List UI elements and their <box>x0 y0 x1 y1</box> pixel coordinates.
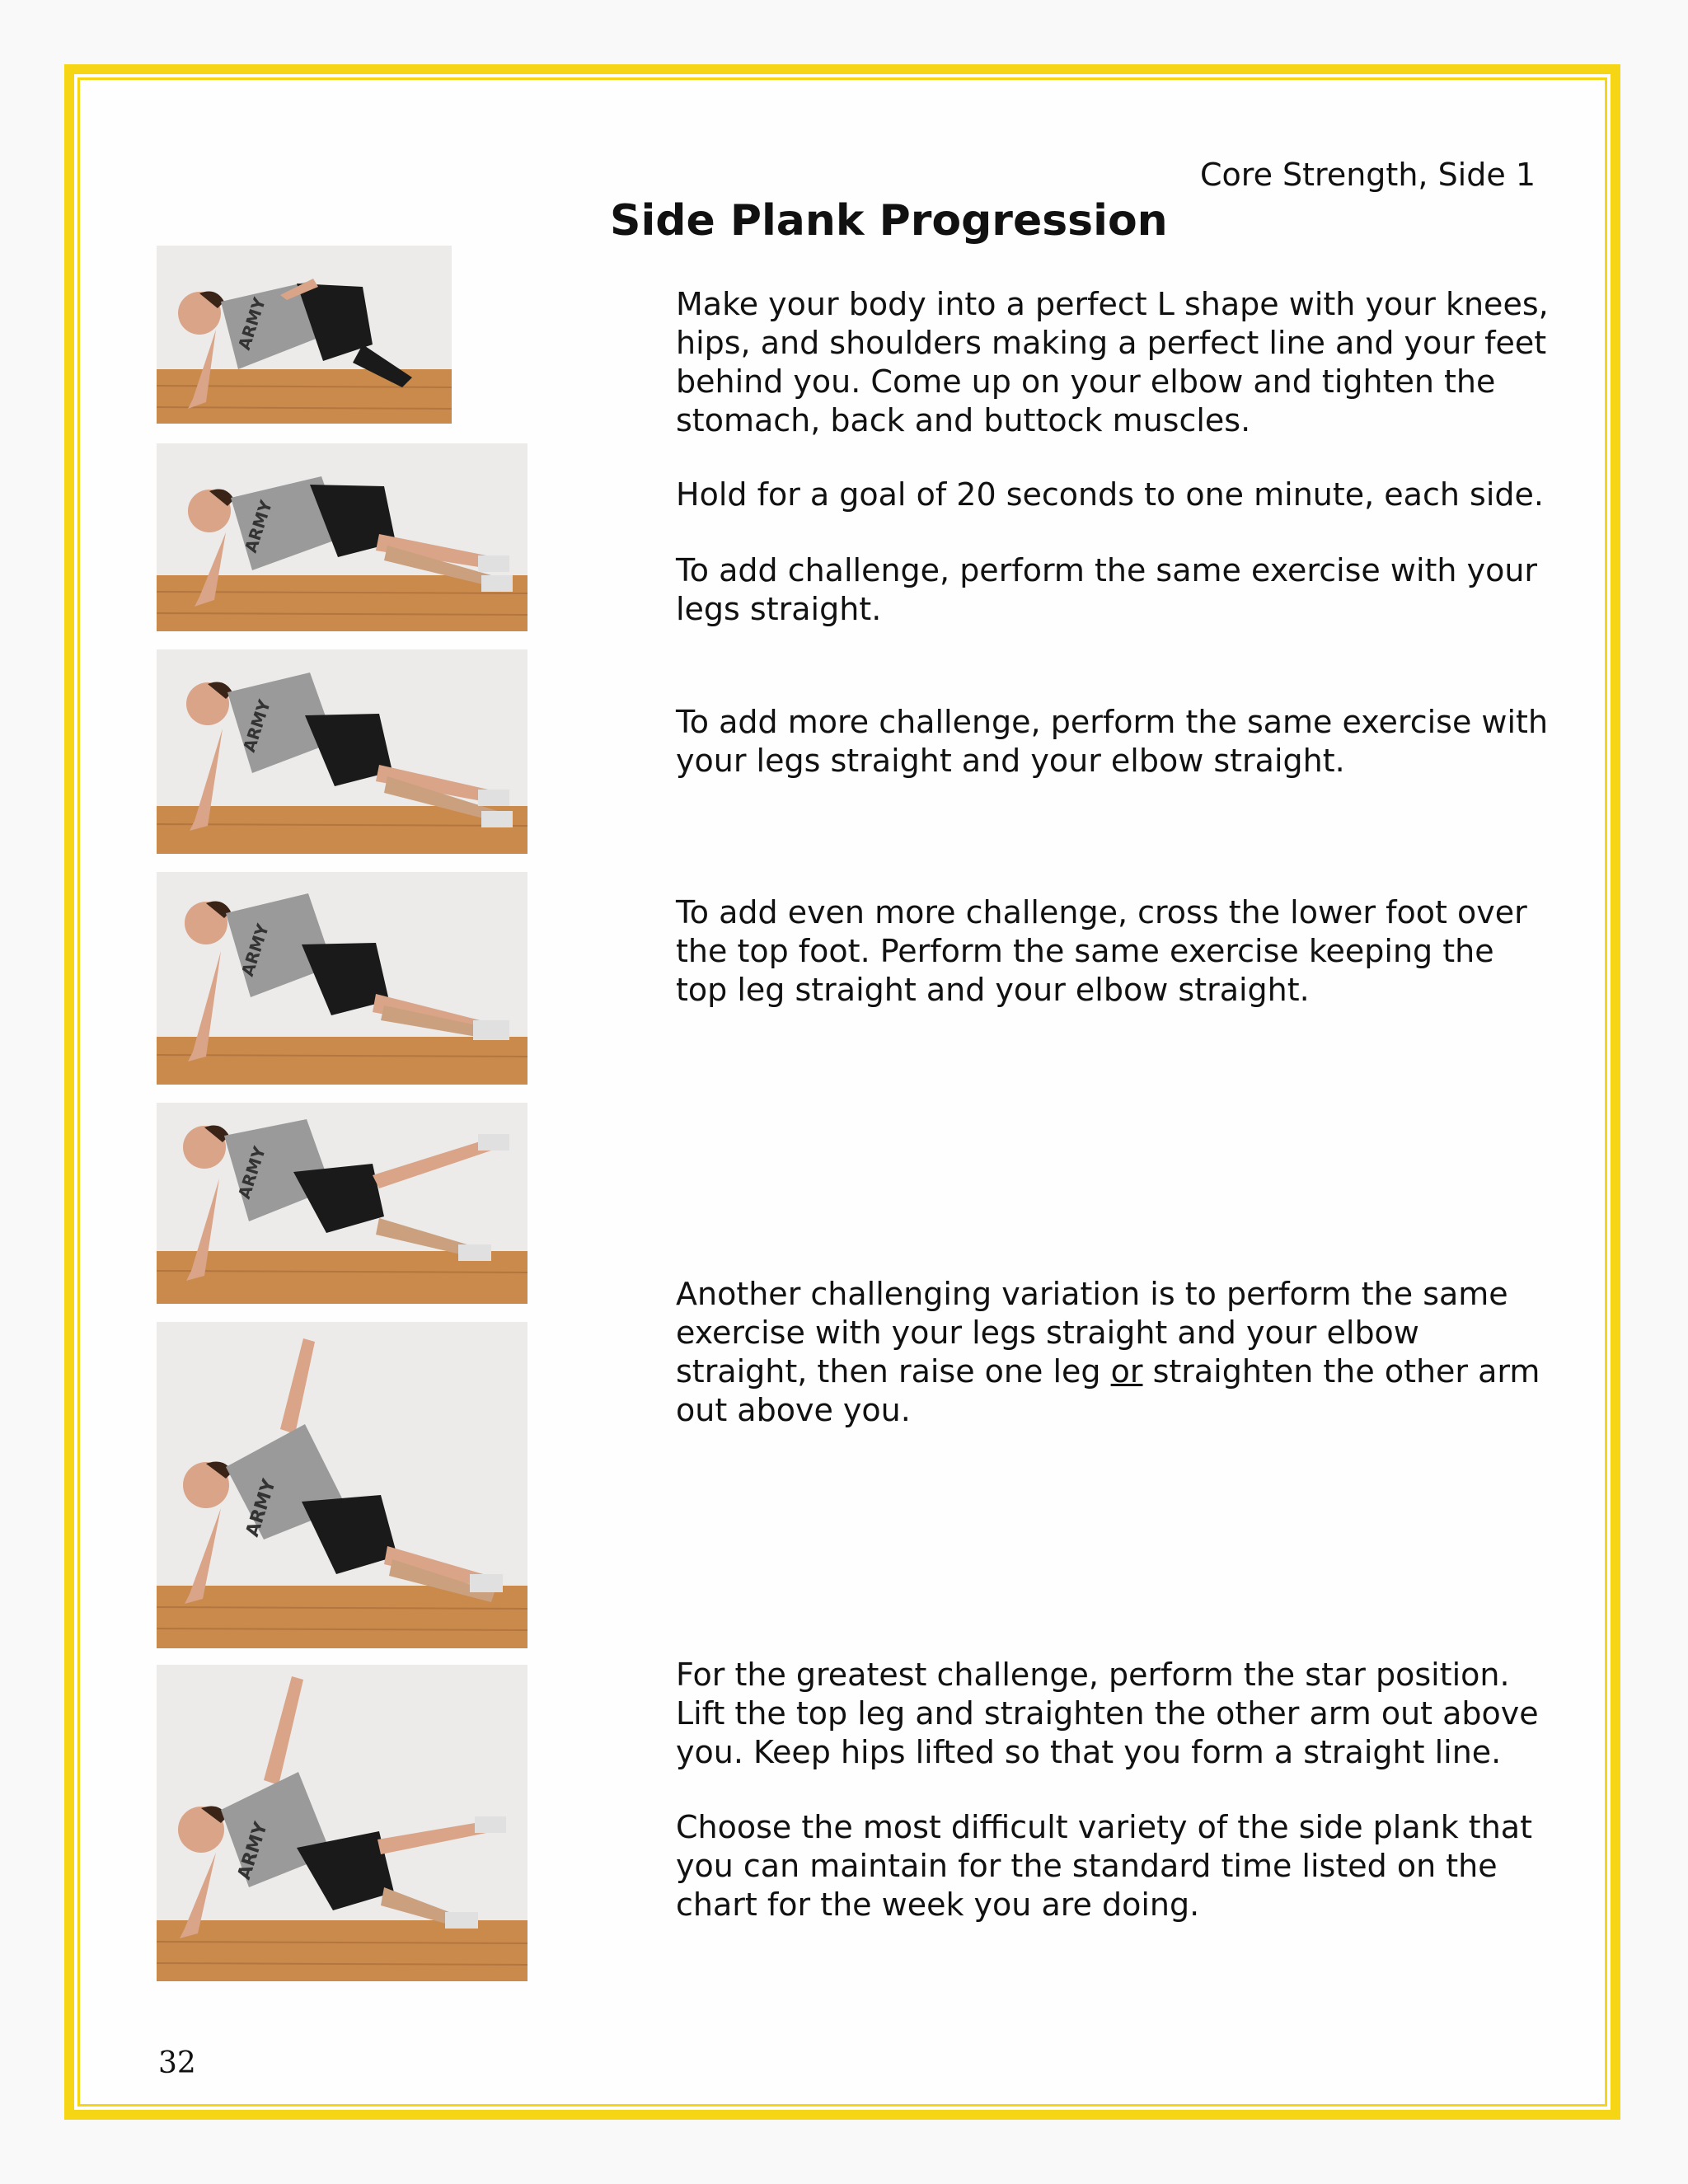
paragraph-star-position: For the greatest challenge, perform the star position. Lift the top leg and straighten the other arm out above you. Keep hips lifted so that you form a straight line. <box>676 1657 1539 1770</box>
shirt-text: ARMY <box>233 295 270 353</box>
paragraph-hold-goal: Hold for a goal of 20 seconds to one minute, each side. <box>676 476 1544 513</box>
paragraph-variation <box>676 1275 1550 1430</box>
section-label: Core Strength, Side 1 <box>1200 157 1536 193</box>
svg-text:ARMY: ARMY <box>241 1476 280 1540</box>
page-title: Side Plank Progression <box>610 196 1168 246</box>
page-number: 32 <box>158 2046 196 2080</box>
paragraph-challenge-legs: To add challenge, perform the same exercise with your legs straight. <box>676 552 1538 627</box>
photo-straight-legs-plank <box>157 443 528 631</box>
photo-raised-arm-plank <box>157 1322 528 1648</box>
photo-straight-elbow-plank <box>157 649 528 854</box>
paragraph-basic-plank: Make your body into a perfect L shape with your knees, hips, and shoulders making a perfect line and your feet behind you. Come up on your elbow and tighten the stomach, back and buttock muscles. <box>676 286 1549 438</box>
photo-knee-side-plank <box>157 246 452 424</box>
svg-text:ARMY: ARMY <box>238 697 274 755</box>
paragraph-more-challenge: To add more challenge, perform the same exercise with your legs straight and your elbow straight. <box>676 704 1549 779</box>
variation-underlined-word: or <box>1110 1353 1143 1390</box>
svg-text:ARMY: ARMY <box>240 498 276 555</box>
variation-text-start: Another challenging variation is to perform the same exercise with your legs straight and your elbow straight, then raise one leg <box>676 1276 1508 1390</box>
paragraph-even-more-challenge: To add even more challenge, cross the lower foot over the top foot. Perform the same exercise keeping the top leg straight and your elbow straight. <box>676 894 1527 1008</box>
svg-text:ARMY: ARMY <box>233 1819 272 1882</box>
svg-text:ARMY: ARMY <box>233 1144 270 1202</box>
photo-raised-leg-plank <box>157 1103 528 1304</box>
svg-text:ARMY: ARMY <box>237 921 273 979</box>
photo-crossed-feet-plank <box>157 872 528 1085</box>
paragraph-choose-variety: Choose the most difficult variety of the side plank that you can maintain for the standard time listed on the chart for the week you are doing. <box>676 1809 1532 1923</box>
photo-star-position-plank <box>157 1665 528 1981</box>
variation-text-end: straighten the other arm out above you. <box>676 1353 1540 1428</box>
